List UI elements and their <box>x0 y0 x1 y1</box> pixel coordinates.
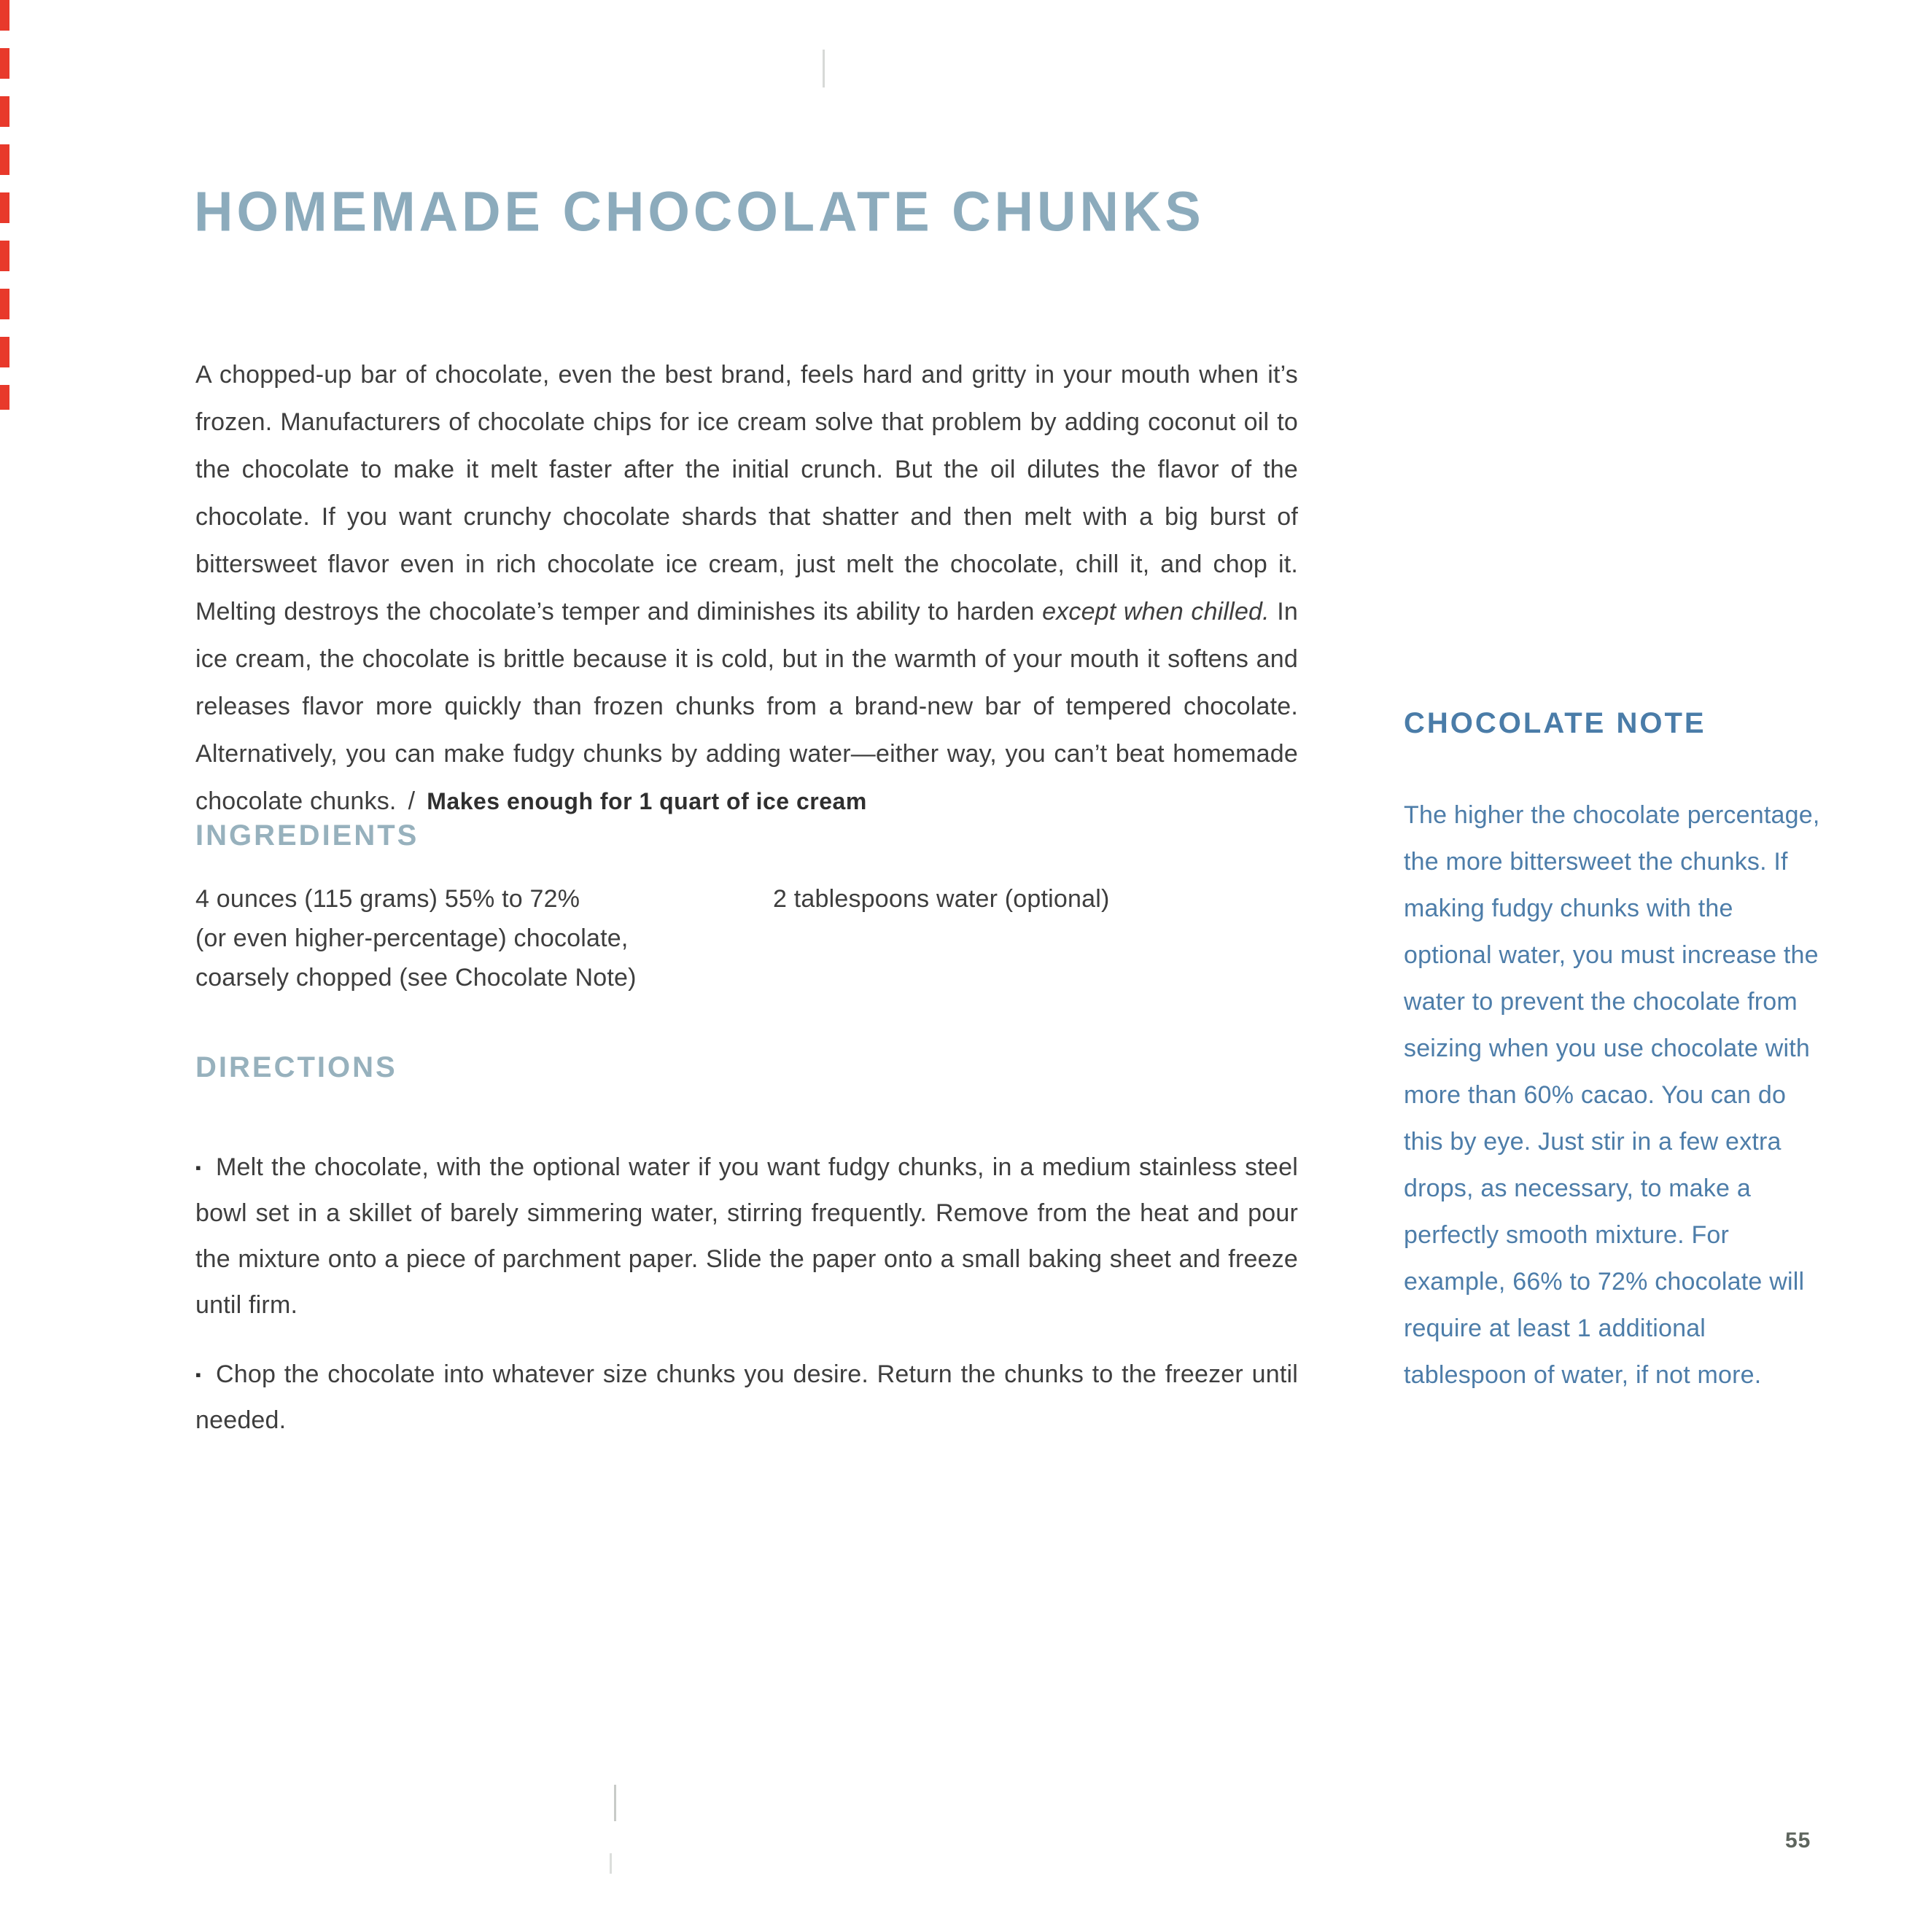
intro-text-part2: In ice cream, the chocolate is brittle because it is cold, but in the warmth of your mouth it softens and releases flavor more quickly than frozen chunks from a brand-new bar of tempered chocolate. Alternatively, you can make fudgy chunks by adding water—either way, you can’t beat homemade chocolate chunks. <box>195 598 1298 815</box>
ingredient-line: coarsely chopped (see Chocolate Note) <box>195 964 637 992</box>
direction-step <box>195 1145 1298 1328</box>
directions-heading: DIRECTIONS <box>195 1051 397 1083</box>
bullet-icon: ▪ <box>195 1158 201 1177</box>
edge-registration-marks <box>0 0 9 410</box>
chocolate-note-body: The higher the chocolate percentage, the more bittersweet the chunks. If making fudgy chunks with the optional water, you must increase the water to prevent the chocolate from seizing when you use chocolate with more than 60% cacao. You can do this by eye. Just stir in a few extra drops, as necessary, to make a perfectly smooth mixture. For example, 66% to 72% chocolate will require at least 1 additional tablespoon of water, if not more. <box>1404 801 1820 1389</box>
bullet-icon: ▪ <box>195 1366 201 1384</box>
ingredient-line: 2 tablespoons water (optional) <box>773 885 1110 913</box>
intro-text-part1: A chopped-up bar of chocolate, even the best brand, feels hard and gritty in your mouth when it’s frozen. Manufacturers of chocolate chips for ice cream solve that problem by adding coconut oil to the chocolate to make it melt faster after the initial crunch. But the oil dilutes the flavor of the chocolate. If you want crunchy chocolate shards that shatter and then melt with a big burst of bittersweet flavor even in rich chocolate ice cream, just melt the chocolate, chill it, and chop it. Melting destroys the chocolate’s temper and diminishes its ability to harden <box>195 361 1298 626</box>
ingredient-line: 4 ounces (115 grams) 55% to 72% <box>195 885 580 913</box>
ingredient-item-water <box>773 879 1298 919</box>
ingredient-line: (or even higher-percentage) chocolate, <box>195 924 629 952</box>
scan-artifact <box>614 1785 616 1821</box>
scan-artifact <box>610 1853 612 1874</box>
direction-step-text: Melt the chocolate, with the optional water if you want fudgy chunks, in a medium stainless steel bowl set in a skillet of barely simmering water, stirring frequently. Remove from the heat and pour the mixture onto a piece of parchment paper. Slide the paper onto a small baking sheet and freeze until firm. <box>195 1153 1298 1319</box>
yield-separator: / <box>408 787 416 815</box>
chocolate-note-heading: CHOCOLATE NOTE <box>1404 707 1706 739</box>
intro-text-italic: except when chilled. <box>1042 598 1270 626</box>
page-title: HOMEMADE CHOCOLATE CHUNKS <box>194 180 1205 244</box>
direction-step-text: Chop the chocolate into whatever size chunks you desire. Return the chunks to the freezer until needed. <box>195 1360 1298 1434</box>
page-number: 55 <box>1785 1828 1811 1853</box>
scan-artifact <box>823 50 825 87</box>
yield-text: Makes enough for 1 quart of ice cream <box>427 788 867 814</box>
ingredients-heading: INGREDIENTS <box>195 819 419 852</box>
direction-step <box>195 1352 1298 1444</box>
ingredient-item-chocolate <box>195 879 750 997</box>
intro-paragraph <box>195 351 1298 825</box>
